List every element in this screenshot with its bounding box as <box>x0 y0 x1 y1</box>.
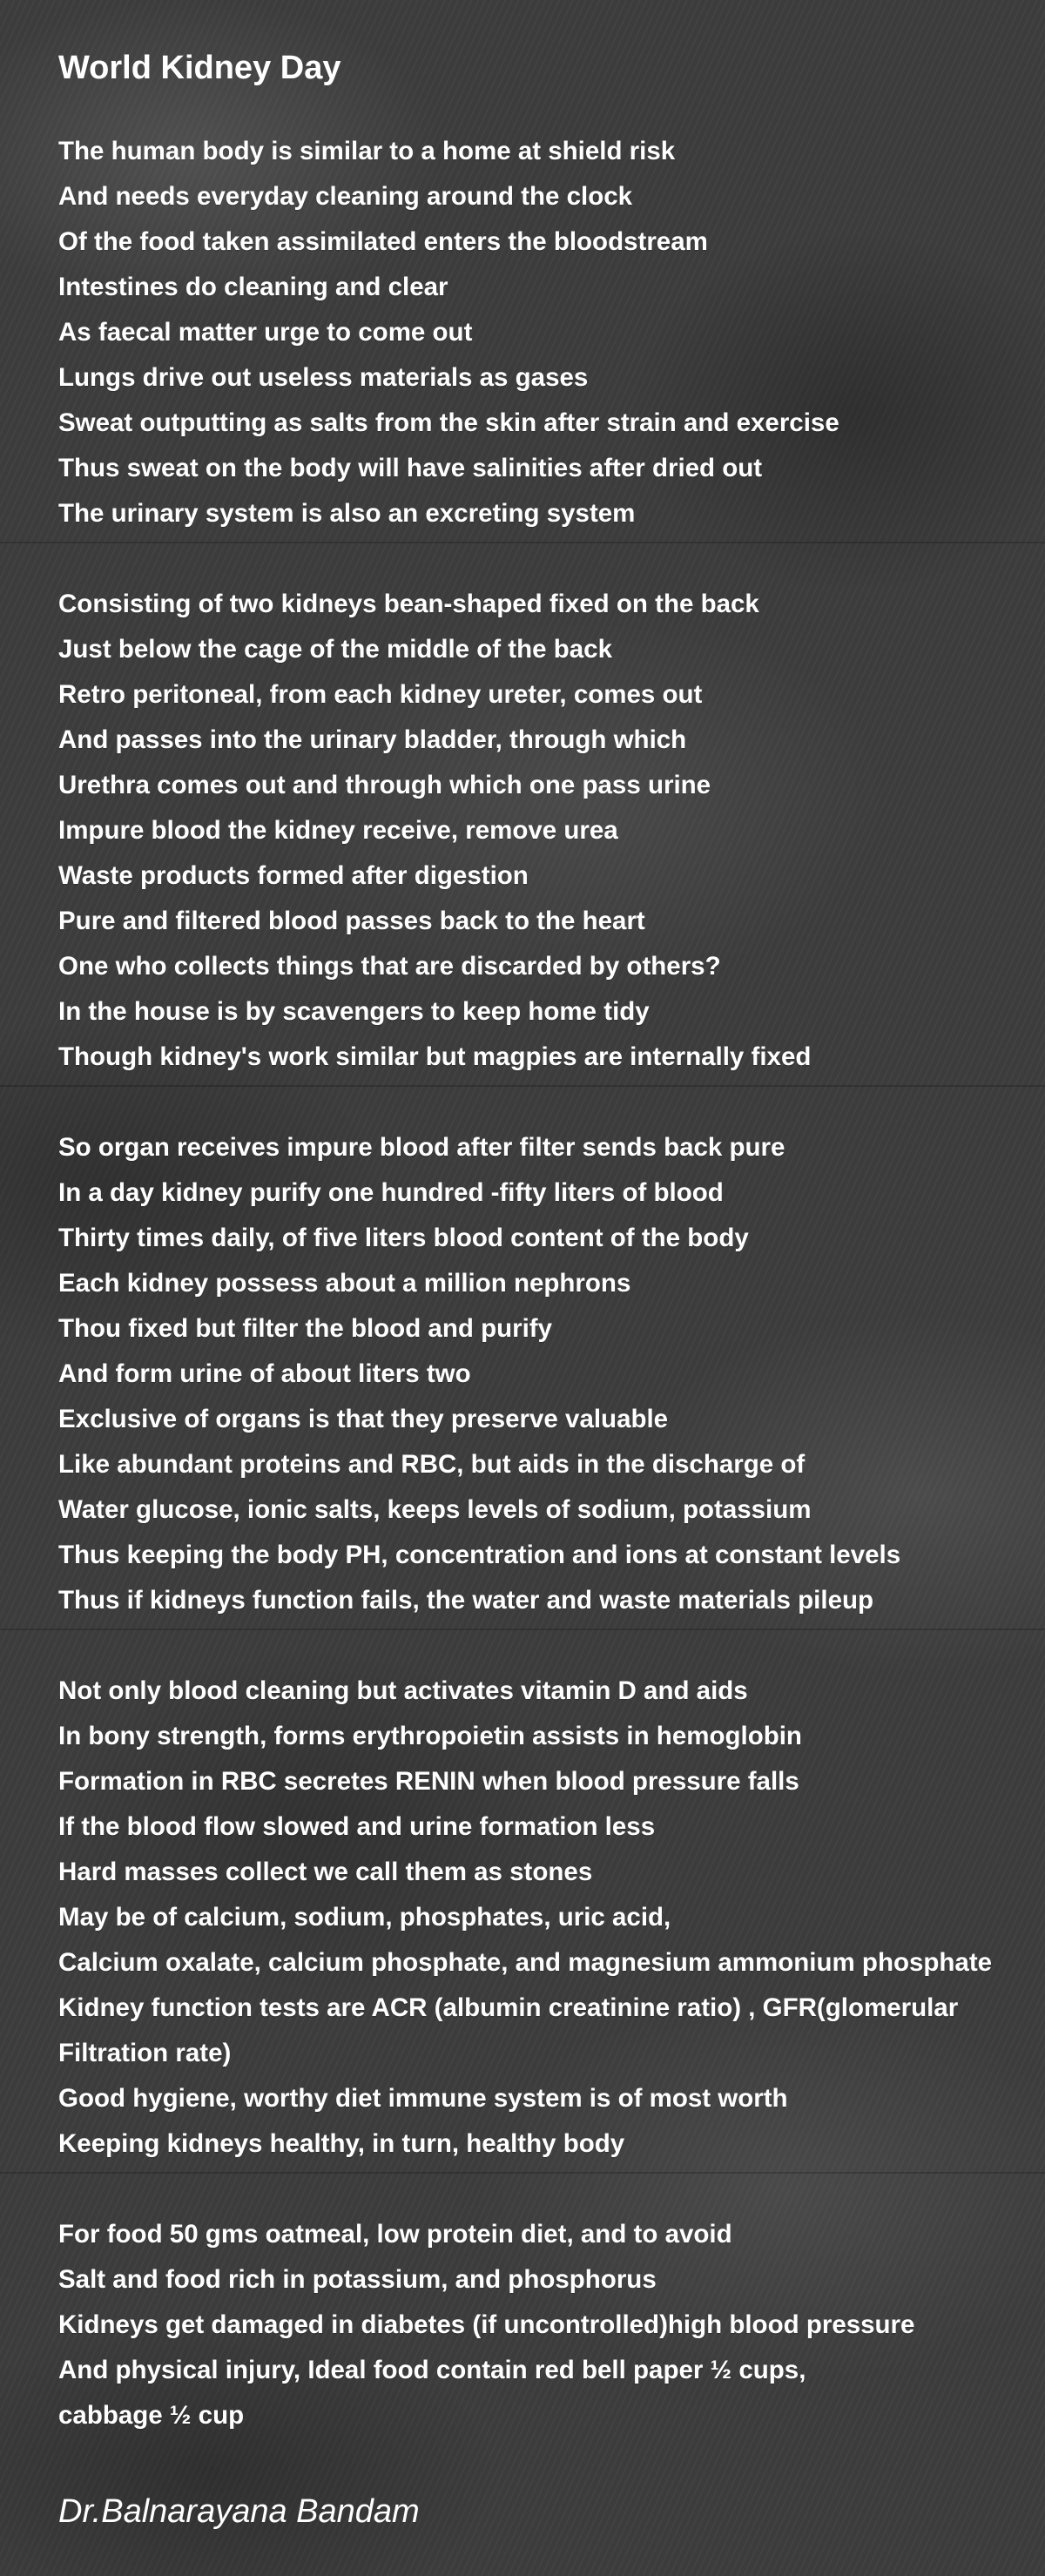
poem-line: And form urine of about liters two <box>58 1359 471 1388</box>
poem-line: Each kidney possess about a million nephrons <box>58 1269 631 1298</box>
poem-line: As faecal matter urge to come out <box>58 318 473 347</box>
poem-line: Thou fixed but filter the blood and purify <box>58 1314 553 1343</box>
poem-line: Thus if kidneys function fails, the water and waste materials pileup <box>58 1586 874 1615</box>
stanza-2 <box>58 582 811 1080</box>
poem-line: So organ receives impure blood after filter sends back pure <box>58 1133 785 1162</box>
poem-line: Keeping kidneys healthy, in turn, healthy body <box>58 2129 625 2158</box>
poem-line: Though kidney's work similar but magpies are internally fixed <box>58 1042 812 1071</box>
poem-line: In the house is by scavengers to keep home tidy <box>58 997 650 1026</box>
poem-line: Thirty times daily, of five liters blood content of the body <box>58 1224 749 1252</box>
poem-line: One who collects things that are discarded by others? <box>58 952 721 981</box>
poem-line: Consisting of two kidneys bean-shaped fixed on the back <box>58 590 759 618</box>
stanza-1 <box>58 129 839 536</box>
poem-line: Just below the cage of the middle of the back <box>58 635 612 664</box>
poem-line: cabbage ½ cup <box>58 2401 245 2430</box>
poem-line: Impure blood the kidney receive, remove urea <box>58 816 618 845</box>
poem-line: Calcium oxalate, calcium phosphate, and magnesium ammonium phosphate <box>58 1948 993 1977</box>
poem-line: In a day kidney purify one hundred -fifty liters of blood <box>58 1178 724 1207</box>
poem-line: If the blood flow slowed and urine formation less <box>58 1812 656 1841</box>
poem-line: In bony strength, forms erythropoietin assists in hemoglobin <box>58 1722 802 1750</box>
poem-line: And passes into the urinary bladder, through which <box>58 725 687 754</box>
poem-line: Urethra comes out and through which one pass urine <box>58 771 711 799</box>
poem-line: The urinary system is also an excreting system <box>58 499 636 528</box>
poem-line: Kidney function tests are ACR (albumin creatinine ratio) , GFR(glomerular <box>58 1993 959 2022</box>
poem-line: Sweat outputting as salts from the skin after strain and exercise <box>58 408 839 437</box>
poem-line: Thus sweat on the body will have salinities after dried out <box>58 454 763 482</box>
poem-line: Lungs drive out useless materials as gases <box>58 363 589 392</box>
poem-line: Exclusive of organs is that they preserve valuable <box>58 1405 669 1433</box>
poem-line: Filtration rate) <box>58 2039 232 2067</box>
poem-line: Like abundant proteins and RBC, but aids in the discharge of <box>58 1450 806 1479</box>
poem-line: Retro peritoneal, from each kidney ureter, comes out <box>58 680 703 709</box>
poem-line: The human body is similar to a home at shield risk <box>58 137 676 165</box>
stanza-4 <box>58 1669 992 2167</box>
poem-line: Not only blood cleaning but activates vitamin D and aids <box>58 1676 748 1705</box>
poem-line: Water glucose, ionic salts, keeps levels of sodium, potassium <box>58 1495 812 1524</box>
poem-line: Kidneys get damaged in diabetes (if uncontrolled)high blood pressure <box>58 2310 915 2339</box>
poem-line: Intestines do cleaning and clear <box>58 273 448 301</box>
poem-line: Good hygiene, worthy diet immune system is of most worth <box>58 2084 788 2113</box>
poem-author: Dr.Balnarayana Bandam <box>58 2493 420 2530</box>
poem-line: Salt and food rich in potassium, and phosphorus <box>58 2265 657 2294</box>
poem-line: Of the food taken assimilated enters the bloodstream <box>58 227 708 256</box>
poem-line: For food 50 gms oatmeal, low protein diet, and to avoid <box>58 2220 732 2249</box>
poem-line: May be of calcium, sodium, phosphates, uric acid, <box>58 1903 671 1932</box>
stanza-5 <box>58 2212 914 2438</box>
poem-line: And needs everyday cleaning around the clock <box>58 182 633 211</box>
poem-line: Formation in RBC secretes RENIN when blood pressure falls <box>58 1767 799 1796</box>
poem-line: And physical injury, Ideal food contain red bell paper ½ cups, <box>58 2356 806 2384</box>
poem-title: World Kidney Day <box>58 50 341 86</box>
poem-line: Hard masses collect we call them as stones <box>58 1858 593 1886</box>
poem-line: Pure and filtered blood passes back to the heart <box>58 907 645 935</box>
poem-line: Thus keeping the body PH, concentration and ions at constant levels <box>58 1541 901 1569</box>
stanza-3 <box>58 1125 900 1623</box>
poem-line: Waste products formed after digestion <box>58 861 529 890</box>
